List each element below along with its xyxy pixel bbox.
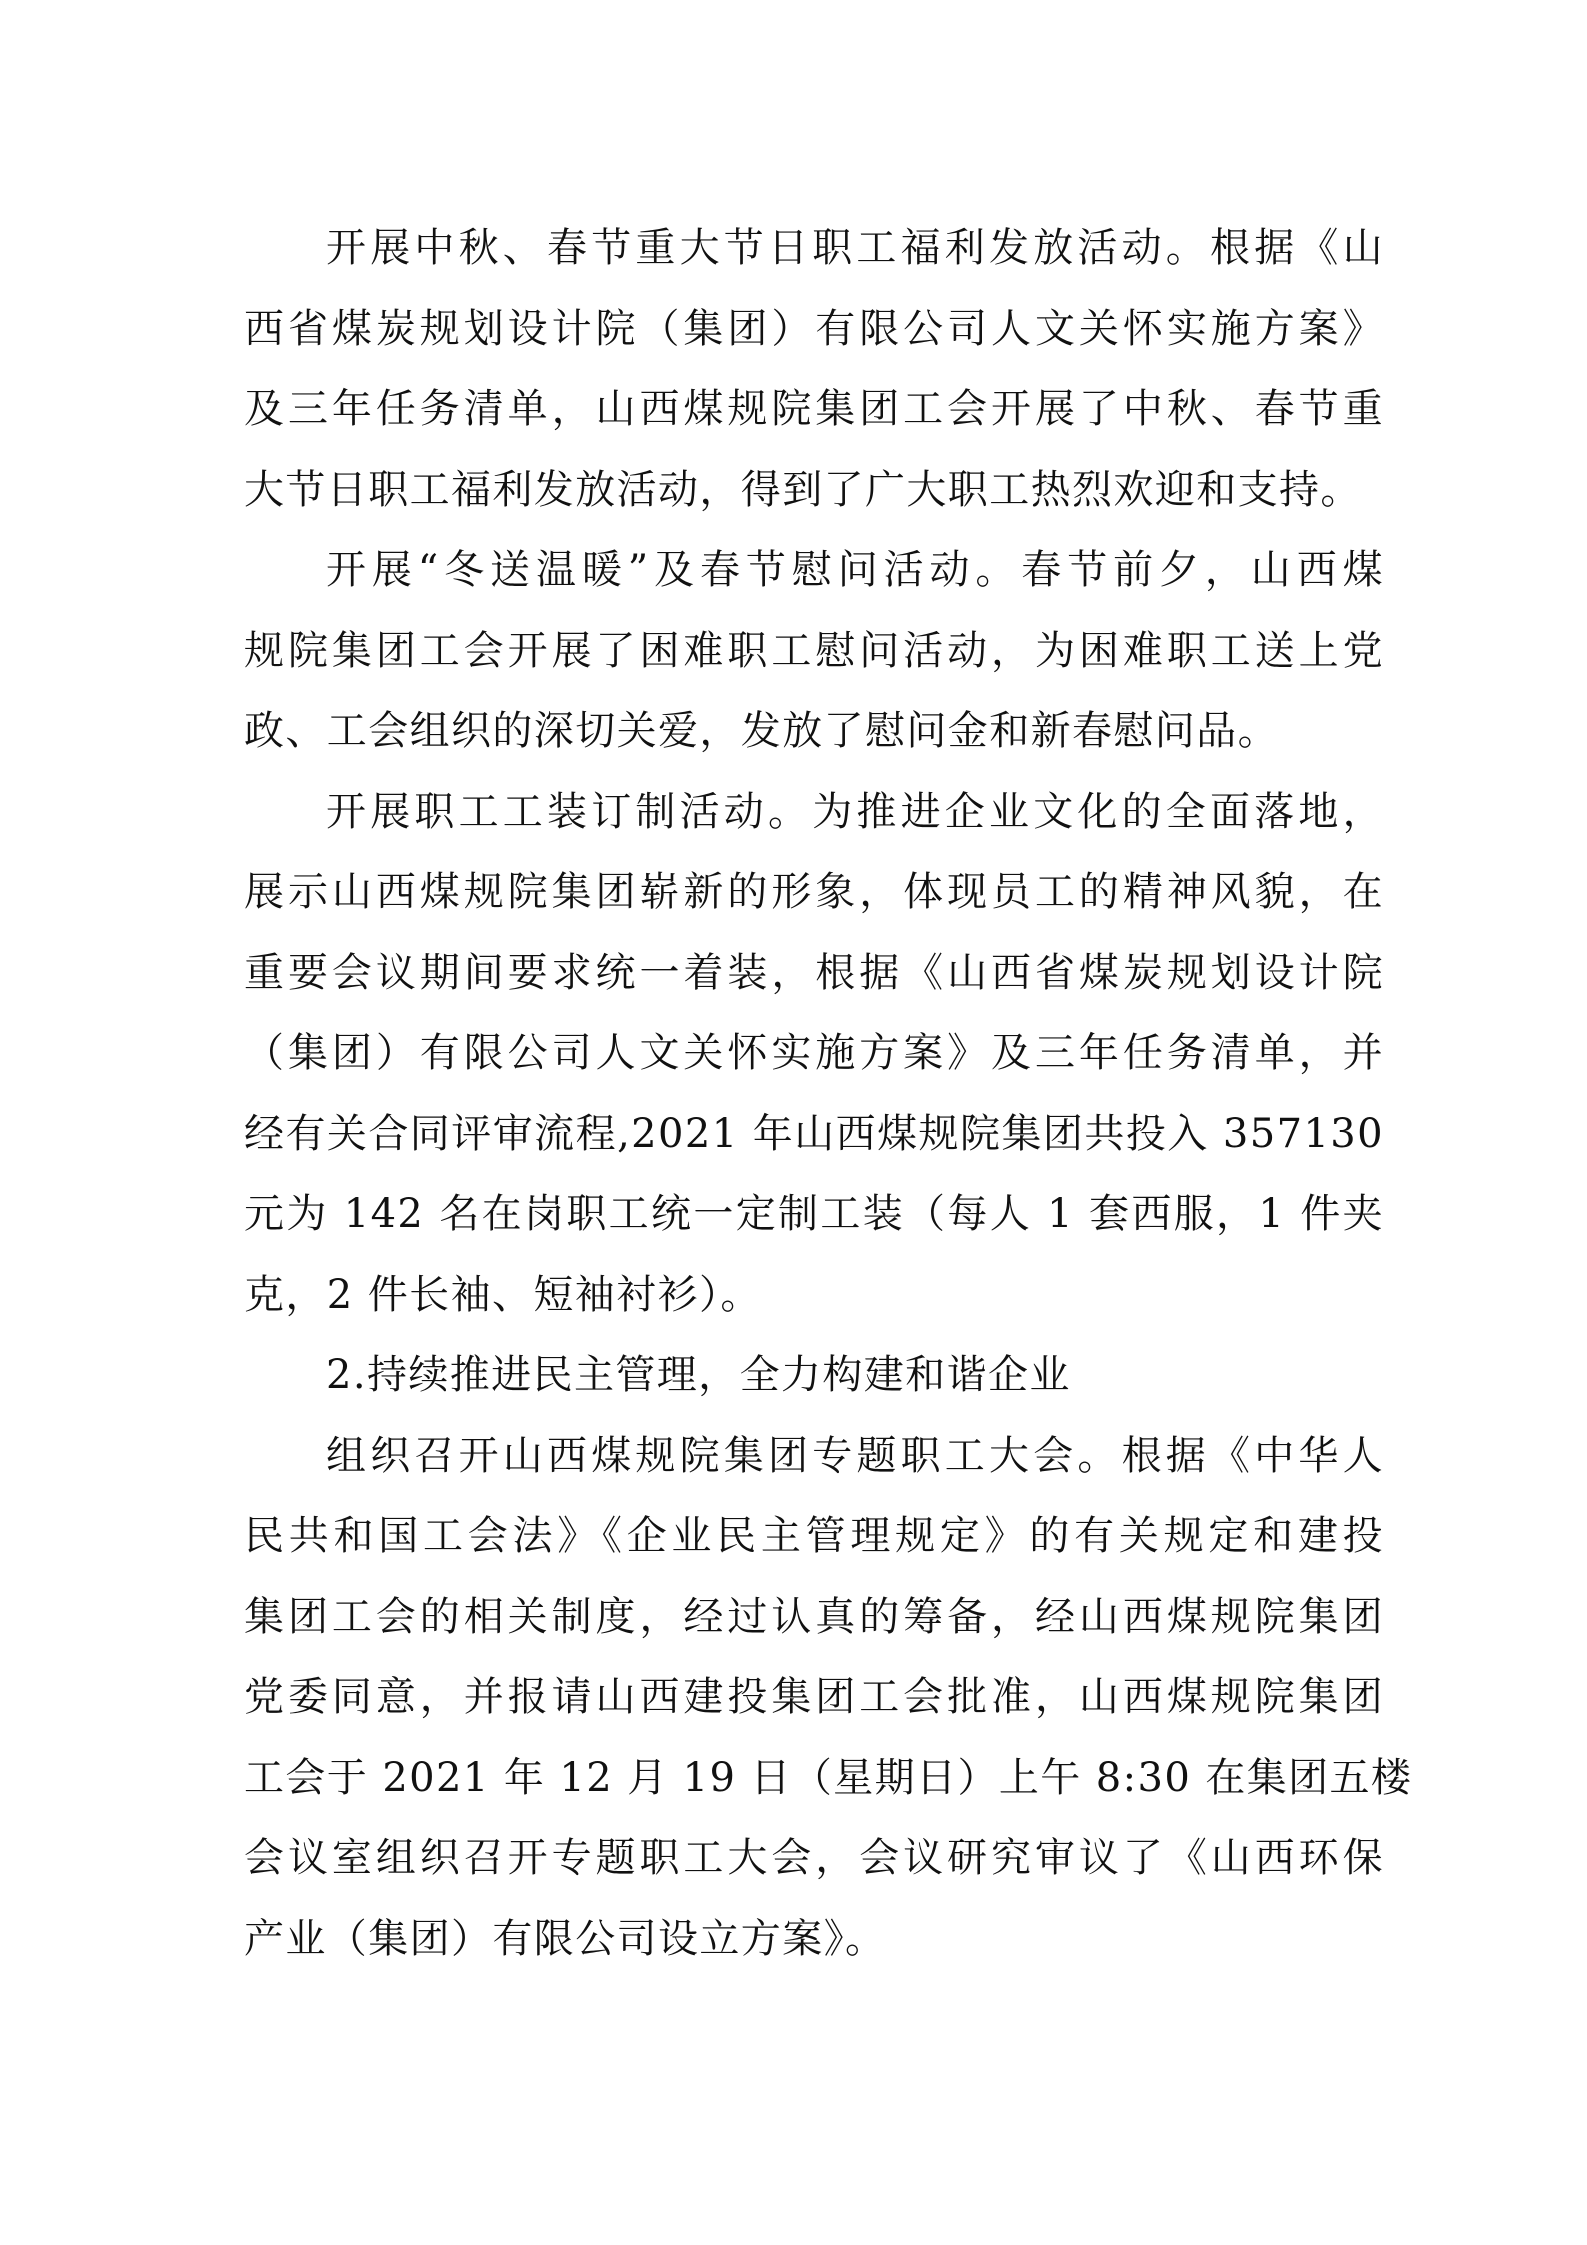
text-line: 开展中秋、春节重大节日职工福利发放活动。根据《山 bbox=[326, 225, 1384, 271]
text-line: 大节日职工福利发放活动，得到了广大职工热烈欢迎和支持。 bbox=[244, 466, 1362, 513]
text-line: 西省煤炭规划设计院（集团）有限公司人文关怀实施方案》 bbox=[244, 305, 1384, 352]
text-line: 开展“冬送温暖”及春节慰问活动。春节前夕，山西煤 bbox=[326, 547, 1384, 593]
paragraph-festival-welfare bbox=[244, 208, 1384, 530]
text-line: 及三年任务清单，山西煤规院集团工会开展了中秋、春节重 bbox=[244, 386, 1384, 432]
text-line: 会议室组织召开专题职工大会，会议研究审议了《山西环保 bbox=[244, 1835, 1384, 1881]
text-line: 集团工会的相关制度，经过认真的筹备，经山西煤规院集团 bbox=[244, 1593, 1384, 1640]
text-line: 开展职工工装订制活动。为推进企业文化的全面落地， bbox=[326, 788, 1384, 835]
text-line: 规院集团工会开展了困难职工慰问活动，为困难职工送上党 bbox=[244, 627, 1384, 674]
text-line: 经有关合同评审流程,2021 年山西煤规院集团共投入 357130 bbox=[244, 1110, 1384, 1157]
text-line: 元为 142 名在岗职工统一定制工装（每人 1 套西服，1 件夹 bbox=[244, 1191, 1384, 1237]
text-line: 民共和国工会法》《企业民主管理规定》的有关规定和建投 bbox=[244, 1513, 1384, 1559]
text-line: 产业（集团）有限公司设立方案》。 bbox=[244, 1915, 887, 1962]
text-line: 组织召开山西煤规院集团专题职工大会。根据《中华人 bbox=[326, 1432, 1384, 1479]
paragraph-uniform-customization bbox=[244, 772, 1384, 1336]
section-heading: 2.持续推进民主管理，全力构建和谐企业 bbox=[326, 1352, 1071, 1398]
document-page bbox=[244, 208, 1413, 1979]
text-line: 克，2 件长袖、短袖衬衫）。 bbox=[244, 1271, 762, 1318]
paragraph-staff-congress bbox=[244, 1416, 1413, 1980]
paragraph-winter-warmth bbox=[244, 530, 1384, 772]
text-line: （集团）有限公司人文关怀实施方案》及三年任务清单，并 bbox=[244, 1030, 1384, 1076]
text-line: 政、工会组织的深切关爱，发放了慰问金和新春慰问品。 bbox=[244, 708, 1279, 754]
text-line: 展示山西煤规院集团崭新的形象，体现员工的精神风貌，在 bbox=[244, 869, 1384, 915]
text-line: 重要会议期间要求统一着装，根据《山西省煤炭规划设计院 bbox=[244, 949, 1384, 996]
text-line: 工会于 2021 年 12 月 19 日（星期日）上午 8:30 在集团五楼 bbox=[244, 1754, 1413, 1801]
text-line: 党委同意，并报请山西建投集团工会批准，山西煤规院集团 bbox=[244, 1674, 1384, 1720]
